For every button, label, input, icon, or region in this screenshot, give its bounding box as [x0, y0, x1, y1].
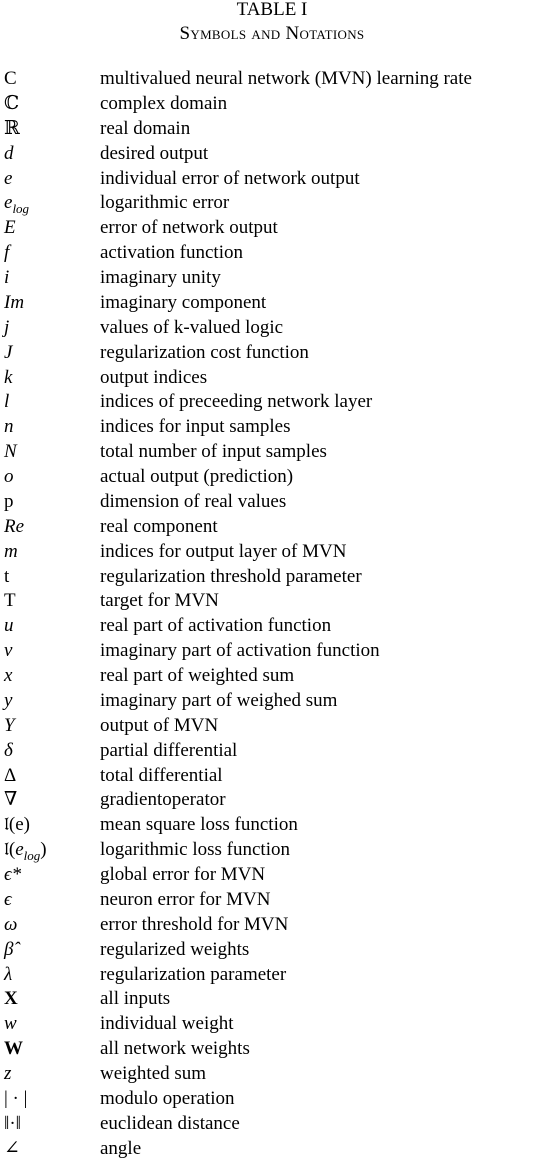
table-row — [0, 838, 544, 863]
symbol-cell: ℝ — [4, 117, 20, 139]
symbol-cell: Y — [4, 714, 15, 736]
description-cell: multivalued neural network (MVN) learning rate — [100, 68, 472, 89]
symbol-cell: $𝔩(e_{log})$ — [4, 839, 47, 863]
table-row — [0, 888, 544, 913]
description-cell: individual weight — [100, 1013, 234, 1035]
symbol-cell: v — [4, 640, 13, 662]
table-row — [0, 366, 544, 391]
symbol-cell: u — [4, 615, 14, 637]
description-cell: imaginary part of weighed sum — [100, 689, 338, 711]
table-row — [0, 540, 544, 565]
symbol-cell: Re — [4, 515, 25, 537]
symbol-cell: x — [4, 665, 13, 686]
description-cell: logarithmic error — [100, 192, 230, 214]
symbol-cell: X — [4, 988, 18, 1010]
table-row — [0, 515, 544, 540]
table-row — [0, 316, 544, 341]
description-cell: weighted sum — [100, 1063, 207, 1084]
table-row — [0, 117, 544, 142]
symbol-cell: ω — [4, 913, 18, 935]
symbol-cell: y — [4, 689, 13, 711]
description-cell: mean square loss function — [100, 814, 298, 836]
description-cell: real part of weighted sum — [100, 665, 295, 686]
description-cell: neuron error for MVN — [100, 888, 271, 910]
symbol-cell: k — [4, 366, 13, 388]
description-cell: regularization parameter — [100, 963, 287, 985]
table-caption-subtitle: Symbols and Notations — [179, 23, 365, 44]
description-cell: real component — [100, 515, 218, 537]
table-row — [0, 191, 544, 216]
description-cell: all network weights — [100, 1038, 250, 1060]
description-cell: indices of preceeding network layer — [100, 391, 373, 413]
symbols-table — [0, 67, 544, 1162]
table-row — [0, 963, 544, 988]
symbol-cell: t — [4, 565, 10, 587]
symbol-cell: ℂ — [4, 92, 20, 114]
symbol-cell: ∇ — [4, 789, 18, 811]
table-row — [0, 1087, 544, 1112]
symbol-cell: β̂ — [4, 938, 14, 960]
table-caption-title: TABLE I — [236, 0, 308, 20]
symbol-cell: e — [4, 167, 13, 189]
description-cell: regularized weights — [100, 938, 250, 960]
description-cell: all inputs — [100, 988, 171, 1010]
symbol-cell: E — [4, 217, 16, 239]
symbol-cell: Im — [4, 291, 25, 313]
symbol-cell: T — [4, 590, 16, 612]
table-row — [0, 490, 544, 515]
symbol-cell: j — [4, 316, 10, 338]
description-cell: gradientoperator — [100, 789, 226, 811]
description-cell: error threshold for MVN — [100, 913, 289, 935]
table-row — [0, 341, 544, 366]
description-cell: activation function — [100, 242, 243, 264]
table-row — [0, 92, 544, 117]
table-row — [0, 67, 544, 92]
symbol-cell: w — [4, 1013, 17, 1035]
description-cell: values of k-valued logic — [100, 316, 284, 338]
description-cell: imaginary component — [100, 291, 267, 313]
symbol-cell: l — [4, 391, 10, 413]
description-cell: total differential — [100, 764, 223, 786]
description-cell: dimension of real values — [100, 490, 287, 512]
description-cell: global error for MVN — [100, 864, 266, 885]
symbol-cell: N — [4, 441, 17, 463]
symbol-cell: n — [4, 416, 14, 438]
description-cell: logarithmic loss function — [100, 839, 290, 861]
description-cell: regularization threshold parameter — [100, 565, 362, 587]
symbol-cell: m — [4, 540, 18, 562]
table-row — [0, 390, 544, 415]
table-row — [0, 589, 544, 614]
symbol-cell: 𝔩(e) — [4, 814, 30, 836]
table-row — [0, 813, 544, 838]
symbol-cell: | · | — [4, 1087, 28, 1109]
description-cell: individual error of network output — [100, 167, 360, 189]
table-row — [0, 739, 544, 764]
table-row — [0, 689, 544, 714]
description-cell: imaginary unity — [100, 267, 221, 288]
table-row — [0, 1012, 544, 1037]
description-cell: partial differential — [100, 739, 238, 761]
table-row — [0, 1112, 544, 1137]
description-cell: angle — [100, 1137, 142, 1159]
symbol-cell: δ — [4, 739, 13, 761]
description-cell: indices for input samples — [100, 416, 291, 438]
table-row — [0, 913, 544, 938]
description-cell: regularization cost function — [100, 341, 309, 363]
description-cell: modulo operation — [100, 1087, 235, 1109]
table-row — [0, 863, 544, 888]
symbol-cell: Δ — [4, 764, 17, 786]
symbol-cell: $e_{log}$ — [4, 192, 30, 217]
description-cell: target for MVN — [100, 590, 219, 612]
table-row — [0, 764, 544, 789]
symbol-cell: p — [4, 490, 14, 512]
table-row — [0, 987, 544, 1012]
table-row — [0, 241, 544, 266]
symbol-cell: ‖·‖ — [4, 1112, 21, 1134]
symbol-cell: o — [4, 466, 14, 487]
symbol-cell: λ — [4, 963, 13, 985]
symbol-cell: d — [4, 142, 14, 164]
table-row — [0, 1037, 544, 1062]
description-cell: imaginary part of activation function — [100, 640, 380, 662]
table-row — [0, 788, 544, 813]
table-row — [0, 291, 544, 316]
description-cell: actual output (prediction) — [100, 466, 294, 487]
description-cell: euclidean distance — [100, 1112, 240, 1134]
symbol-cell: f — [4, 242, 10, 264]
table-row — [0, 216, 544, 241]
table-row — [0, 142, 544, 167]
table-row — [0, 266, 544, 291]
description-cell: output of MVN — [100, 714, 219, 736]
table-row — [0, 465, 544, 490]
table-row — [0, 415, 544, 440]
description-cell: complex domain — [100, 92, 228, 114]
table-row — [0, 614, 544, 639]
description-cell: desired output — [100, 142, 209, 164]
symbol-cell: J — [4, 341, 13, 363]
symbol-cell: ∠ — [4, 1137, 20, 1159]
symbol-cell: z — [4, 1063, 12, 1084]
symbol-cell: ϵ* — [4, 864, 22, 885]
table-row — [0, 664, 544, 689]
description-cell: indices for output layer of MVN — [100, 540, 347, 562]
table-row — [0, 714, 544, 739]
table-row — [0, 1137, 544, 1162]
symbol-cell: i — [4, 267, 10, 288]
table-row — [0, 167, 544, 192]
symbol-cell: C — [4, 68, 17, 89]
table-row — [0, 1062, 544, 1087]
description-cell: error of network output — [100, 217, 278, 239]
symbol-cell: W — [4, 1038, 23, 1060]
table-row — [0, 938, 544, 963]
table-row — [0, 440, 544, 465]
symbol-cell: ϵ — [4, 888, 12, 910]
table-row — [0, 565, 544, 590]
table-row — [0, 639, 544, 664]
description-cell: real part of activation function — [100, 615, 332, 637]
description-cell: total number of input samples — [100, 441, 327, 463]
description-cell: real domain — [100, 117, 191, 139]
description-cell: output indices — [100, 366, 208, 388]
